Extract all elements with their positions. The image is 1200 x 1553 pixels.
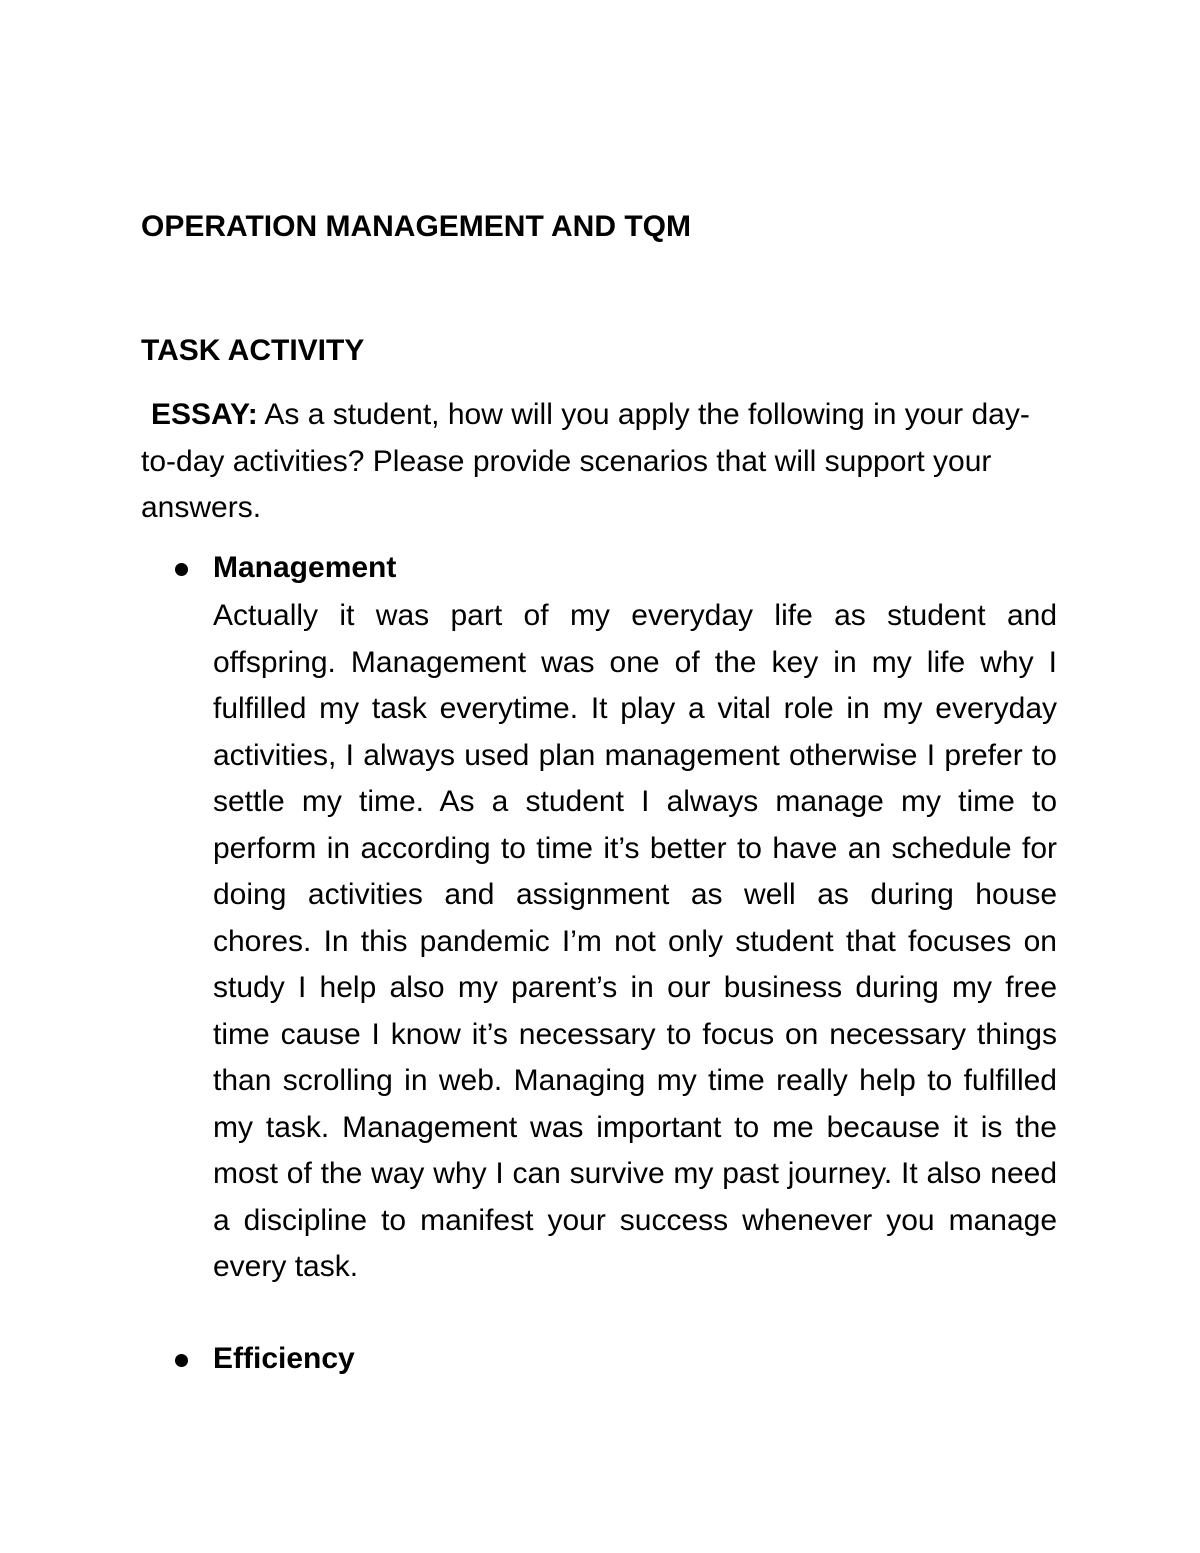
essay-label: ESSAY: [151, 398, 258, 431]
essay-prompt [141, 392, 1057, 532]
bullet-icon [175, 563, 188, 576]
efficiency-heading: Efficiency [213, 1342, 355, 1375]
management-heading: Management [213, 551, 397, 584]
document-title: OPERATION MANAGEMENT AND TQM [141, 210, 691, 243]
management-body: Actually it was part of my everyday life as student and offspring. Management was one of the key in my life why I fulfilled my task everytime. It play a vital role in my everyday activities, I always used plan management otherwise I prefer to settle my time. As a student I always manage my time to perform in according to time it’s better to have an schedule for doing activities and assignment as well as during house chores. In this pandemic I’m not only student that focuses on study I help also my parent’s in our business during my free time cause I know it’s necessary to focus on necessary things than scrolling in web. Managing my time really help to fulfilled my task. Management was important to me because it is the most of the way why I can survive my past journey. It also need a discipline to manifest your success whenever you manage every task. [213, 599, 1057, 1283]
bullet-icon [175, 1354, 188, 1367]
task-activity-heading: TASK ACTIVITY [141, 334, 365, 367]
essay-prompt-text: As a student, how will you apply the following in your day-to-day activities? Please provide scenarios that will support your answers. [141, 398, 1030, 524]
